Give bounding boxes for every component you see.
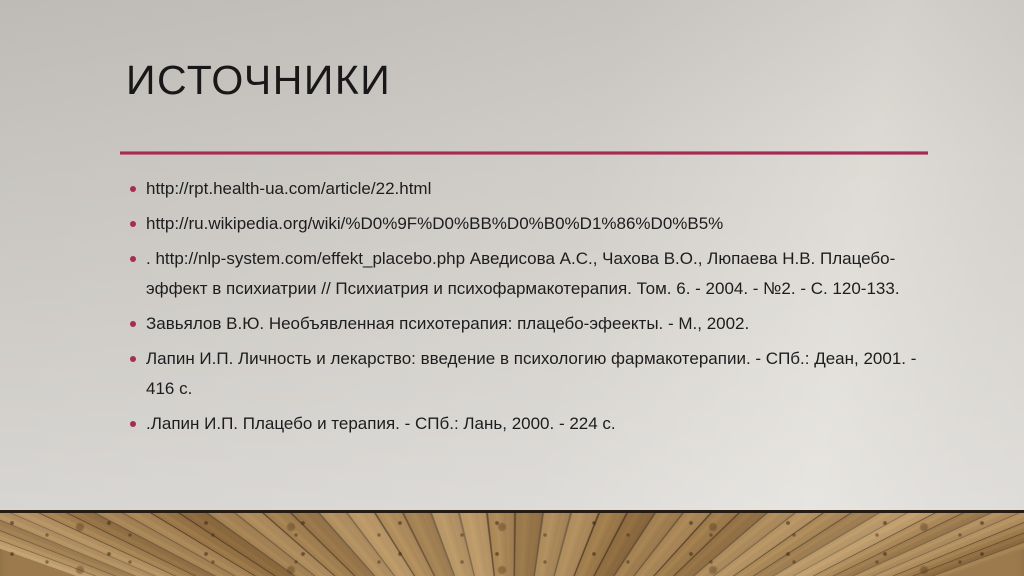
- bullet-icon: [130, 421, 136, 427]
- bullet-icon: [130, 221, 136, 227]
- list-item: [128, 244, 920, 304]
- page-title: ИСТОЧНИКИ: [126, 57, 392, 103]
- list-item-text: Завьялов В.Ю. Необъявленная психотерапия: плацебо-эфеекты. - М., 2002.: [146, 314, 750, 333]
- list-item-text: http://rpt.health-ua.com/article/22.html: [146, 179, 432, 198]
- list-item-text: Лапин И.П. Личность и лекарство: введение в психологию фармакотерапии. - СПб.: Деан, 2001. - 416 с.: [146, 349, 917, 398]
- list-item-text: http://ru.wikipedia.org/wiki/%D0%9F%D0%BB%D0%B0%D1%86%D0%B5%: [146, 214, 724, 233]
- list-item-text: .Лапин И.П. Плацебо и терапия. - СПб.: Лань, 2000. - 224 с.: [146, 414, 616, 433]
- bullet-icon: [130, 356, 136, 362]
- wood-floor-image: [0, 510, 1024, 576]
- list-item: [128, 174, 920, 204]
- bullet-icon: [130, 256, 136, 262]
- title-divider: [120, 151, 928, 155]
- list-item: [128, 344, 920, 404]
- list-item: [128, 309, 920, 339]
- sources-list: [128, 174, 920, 444]
- list-item: [128, 209, 920, 239]
- wood-knots-texture: [0, 513, 1024, 576]
- bullet-icon: [130, 186, 136, 192]
- list-item: [128, 409, 920, 439]
- list-item-text: . http://nlp-system.com/effekt_placebo.php Аведисова А.С., Чахова В.О., Люпаева Н.В. Плацебо-эффект в психиатрии // Психиатрия и психофармакотерапия. Том. 6. - 2004. - №2. - С. 120-133.: [146, 249, 900, 298]
- bullet-icon: [130, 321, 136, 327]
